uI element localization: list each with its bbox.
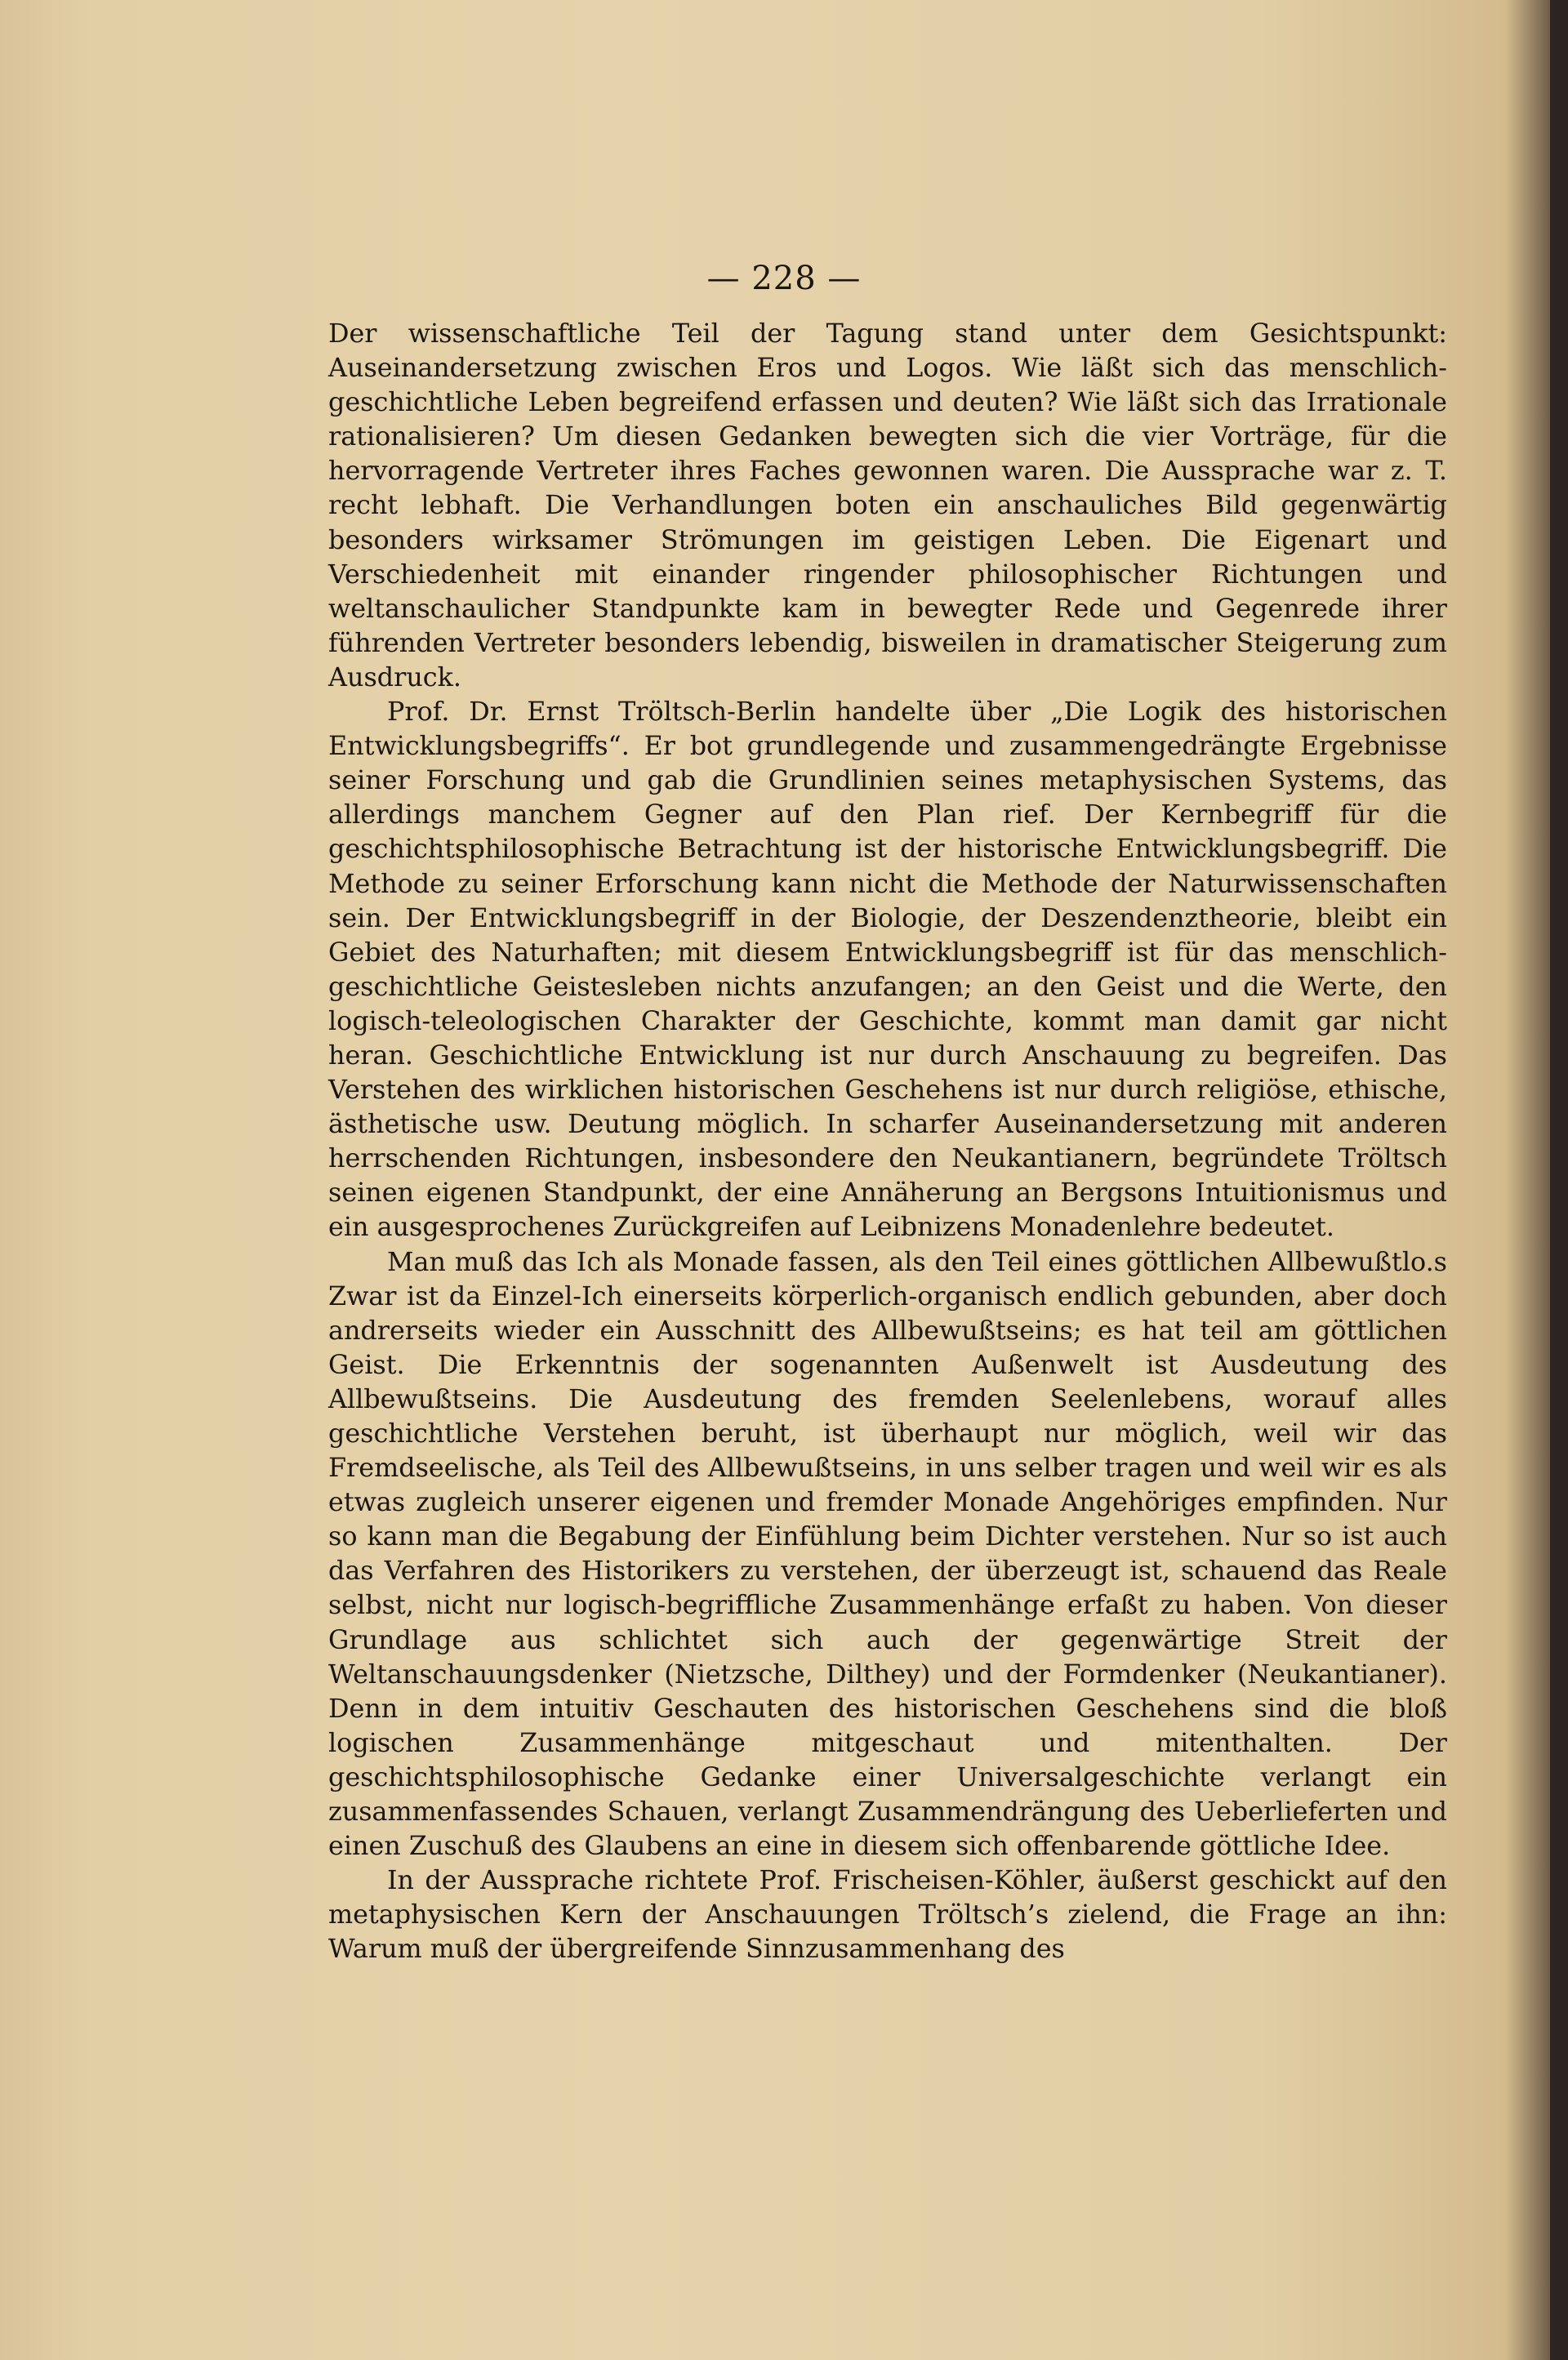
paragraph-2: Prof. Dr. Ernst Tröltsch-Berlin handelte über „Die Logik des historischen Entwicklungsbegriffs“. Er bot grundlegende und zusammengedrängte Ergebnisse seiner Forschung und gab die Grundlinien seines metaphysischen Systems, das allerdings manchem Gegner auf den Plan rief. Der Kernbegriff für die geschichtsphilosophische Betrachtung ist der historische Entwicklungsbegriff. Die Methode zu seiner Erforschung kann nicht die Methode der Naturwissenschaften sein. Der Entwicklungsbegriff in der Biologie, der Deszendenztheorie, bleibt ein Gebiet des Naturhaften; mit diesem Entwicklungsbegriff ist für das menschlich-geschichtliche Geistesleben nichts anzufangen; an den Geist und die Werte, den logisch-teleologischen Charakter der Geschichte, kommt man damit gar nicht heran. Geschichtliche Entwicklung ist nur durch Anschauung zu begreifen. Das Verstehen des wirklichen historischen Geschehens ist nur durch religiöse, ethische, ästhetische usw. Deutung möglich. In scharfer Auseinandersetzung mit anderen herrschenden Richtungen, insbesondere den Neukantianern, begründete Tröltsch seinen eigenen Standpunkt, der eine Annäherung an Bergsons Intuitionismus und ein ausgesprochenes Zurückgreifen auf Leibnizens Monadenlehre bedeutet. (328, 697, 1447, 1243)
page-number: — 228 — (706, 260, 862, 297)
paragraph-1: Der wissenschaftliche Teil der Tagung stand unter dem Gesichtspunkt: Auseinandersetzung zwischen Eros und Logos. Wie läßt sich das menschlich-geschichtliche Leben begreifend erfassen und deuten? Wie läßt sich das Irrationale rationalisieren? Um diesen Gedanken bewegten sich die vier Vorträge, für die hervorragende Vertreter ihres Faches gewonnen waren. Die Aussprache war z. T. recht lebhaft. Die Verhandlungen boten ein anschauliches Bild gegenwärtig besonders wirksamer Strömungen im geistigen Leben. Die Eigenart und Verschiedenheit mit einander ringender philosophischer Richtungen und weltanschaulicher Standpunkte kam in bewegter Rede und Gegenrede ihrer führenden Vertreter besonders lebendig, bisweilen in dramatischer Steigerung zum Ausdruck. (328, 318, 1447, 692)
paragraph-4: In der Aussprache richtete Prof. Frischeisen-Köhler, äußerst geschickt auf den metaphysischen Kern der Anschauungen Tröltsch’s zielend, die Frage an ihn: Warum muß der übergreifende Sinnzusammenhang des (328, 1865, 1447, 1965)
body-text (328, 317, 1447, 1967)
paragraph-3: Man muß das Ich als Monade fassen, als den Teil eines göttlichen Allbewußtlo.s Zwar ist da Einzel-Ich einerseits körperlich-organisch endlich gebunden, aber doch andrerseits wieder ein Ausschnitt des Allbewußtseins; es hat teil am göttlichen Geist. Die Erkenntnis der sogenannten Außenwelt ist Ausdeutung des Allbewußtseins. Die Ausdeutung des fremden Seelenlebens, worauf alles geschichtliche Verstehen beruht, ist überhaupt nur möglich, weil wir das Fremdseelische, als Teil des Allbewußtseins, in uns selber tragen und weil wir es als etwas zugleich unserer eigenen und fremder Monade Angehöriges empfinden. Nur so kann man die Begabung der Einfühlung beim Dichter verstehen. Nur so ist auch das Verfahren des Historikers zu verstehen, der überzeugt ist, schauend das Reale selbst, nicht nur logisch-begriffliche Zusammenhänge erfaßt zu haben. Von dieser Grundlage aus schlichtet sich auch der gegenwärtige Streit der Weltanschauungsdenker (Nietzsche, Dilthey) und der Formdenker (Neukantianer). Denn in dem intuitiv Geschauten des historischen Geschehens sind die bloß logischen Zusammenhänge mitgeschaut und mitenthalten. Der geschichtsphilosophische Gedanke einer Universalgeschichte verlangt ein zusammenfassendes Schauen, verlangt Zusammendrängung des Ueberlieferten und einen Zuschuß des Glaubens an eine in diesem sich offenbarende göttliche Idee. (328, 1246, 1447, 1862)
page-edge (1550, 0, 1568, 2360)
